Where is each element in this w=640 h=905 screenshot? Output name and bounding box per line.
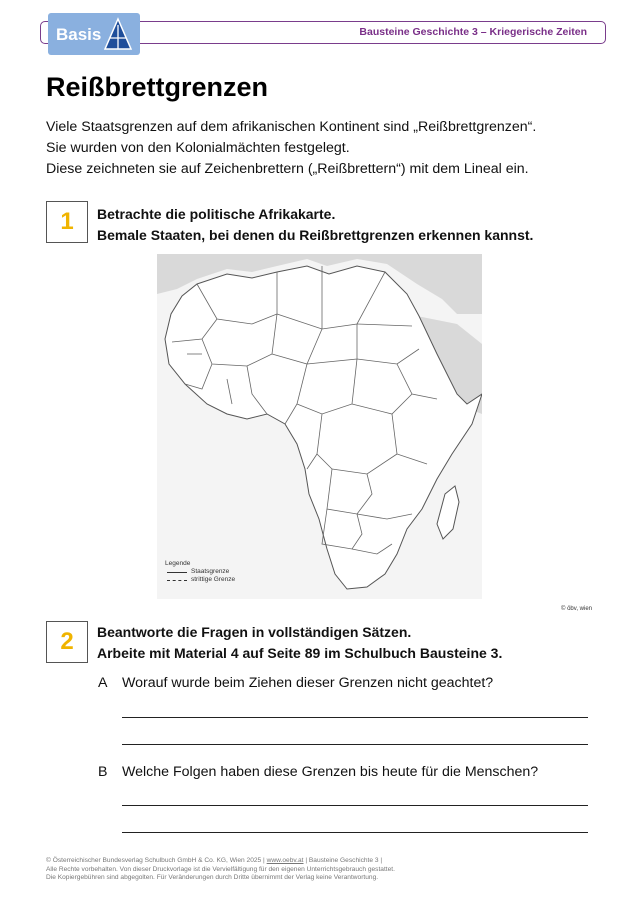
task-1-number: 1 <box>60 208 74 235</box>
footer <box>46 857 395 883</box>
answer-line[interactable] <box>122 744 588 745</box>
intro-line: Diese zeichneten sie auf Zeichenbrettern („Reißbrettern“) mit dem Lineal ein. <box>46 161 529 177</box>
task-2-number: 2 <box>60 628 74 655</box>
map-legend <box>165 560 235 584</box>
legend-item <box>167 568 235 576</box>
intro-line: Viele Staatsgrenzen auf dem afrikanischen Kontinent sind „Reißbrettgrenzen“. <box>46 119 537 135</box>
task-1-number-box <box>46 201 88 243</box>
legend-item <box>167 576 235 584</box>
task-1-text <box>97 204 533 246</box>
task-2-line: Beantworte die Fragen in vollständigen Sätzen. <box>97 624 412 640</box>
footer-line-2: Alle Rechte vorbehalten. Von dieser Druckvorlage ist die Vervielfältigung für den eigenen Unterrichtsgebrauch gestattet. <box>46 865 395 873</box>
task-1-line: Bemale Staaten, bei denen du Reißbrettgrenzen erkennen kannst. <box>97 227 534 243</box>
task-2-line: Arbeite mit Material 4 auf Seite 89 im Schulbuch Bausteine 3. <box>97 645 503 661</box>
question-text: Worauf wurde beim Ziehen dieser Grenzen nicht geachtet? <box>122 675 494 691</box>
answer-line[interactable] <box>122 832 588 833</box>
publisher-link[interactable]: www.oebv.at <box>266 857 304 864</box>
question-a <box>98 675 493 691</box>
legend-title: Legende <box>165 560 191 567</box>
task-2-text <box>97 622 502 664</box>
legend-label: Staatsgrenze <box>191 568 230 575</box>
map-copyright: © öbv, wien <box>561 606 592 612</box>
footer-line-3: Die Kopiergebühren sind abgegolten. Für Veränderungen durch Dritte übernimmt der Verlag keine Verantwortung. <box>46 874 379 882</box>
legend-label: strittige Grenze <box>191 576 236 583</box>
task-1-line: Betrachte die politische Afrikakarte. <box>97 206 336 222</box>
africa-map-image <box>157 254 482 599</box>
question-letter: A <box>98 675 108 691</box>
dashed-line-icon <box>167 580 187 581</box>
question-letter: B <box>98 764 108 780</box>
page-title: Reißbrettgrenzen <box>46 72 269 102</box>
header-title: Bausteine Geschichte 3 – Kriegerische Zeiten <box>359 26 587 38</box>
intro-text <box>46 117 606 180</box>
answer-line[interactable] <box>122 805 588 806</box>
footer-copyright: © Österreichischer Bundesverlag Schulbuch GmbH & Co. KG, Wien 2025 | <box>46 857 267 864</box>
solid-line-icon <box>167 572 187 573</box>
question-b <box>98 764 538 780</box>
logo-text: Basis <box>56 25 102 44</box>
task-2-number-box <box>46 621 88 663</box>
africa-political-map <box>157 254 482 599</box>
africa-outline <box>165 266 482 589</box>
basis-logo <box>48 13 140 55</box>
intro-line: Sie wurden von den Kolonialmächten festgelegt. <box>46 140 350 156</box>
triangle-logo-icon <box>103 17 133 51</box>
footer-line-1 <box>46 857 395 866</box>
question-text: Welche Folgen haben diese Grenzen bis heute für die Menschen? <box>122 764 539 780</box>
answer-line[interactable] <box>122 717 588 718</box>
footer-book: | Bausteine Geschichte 3 | <box>303 857 383 864</box>
